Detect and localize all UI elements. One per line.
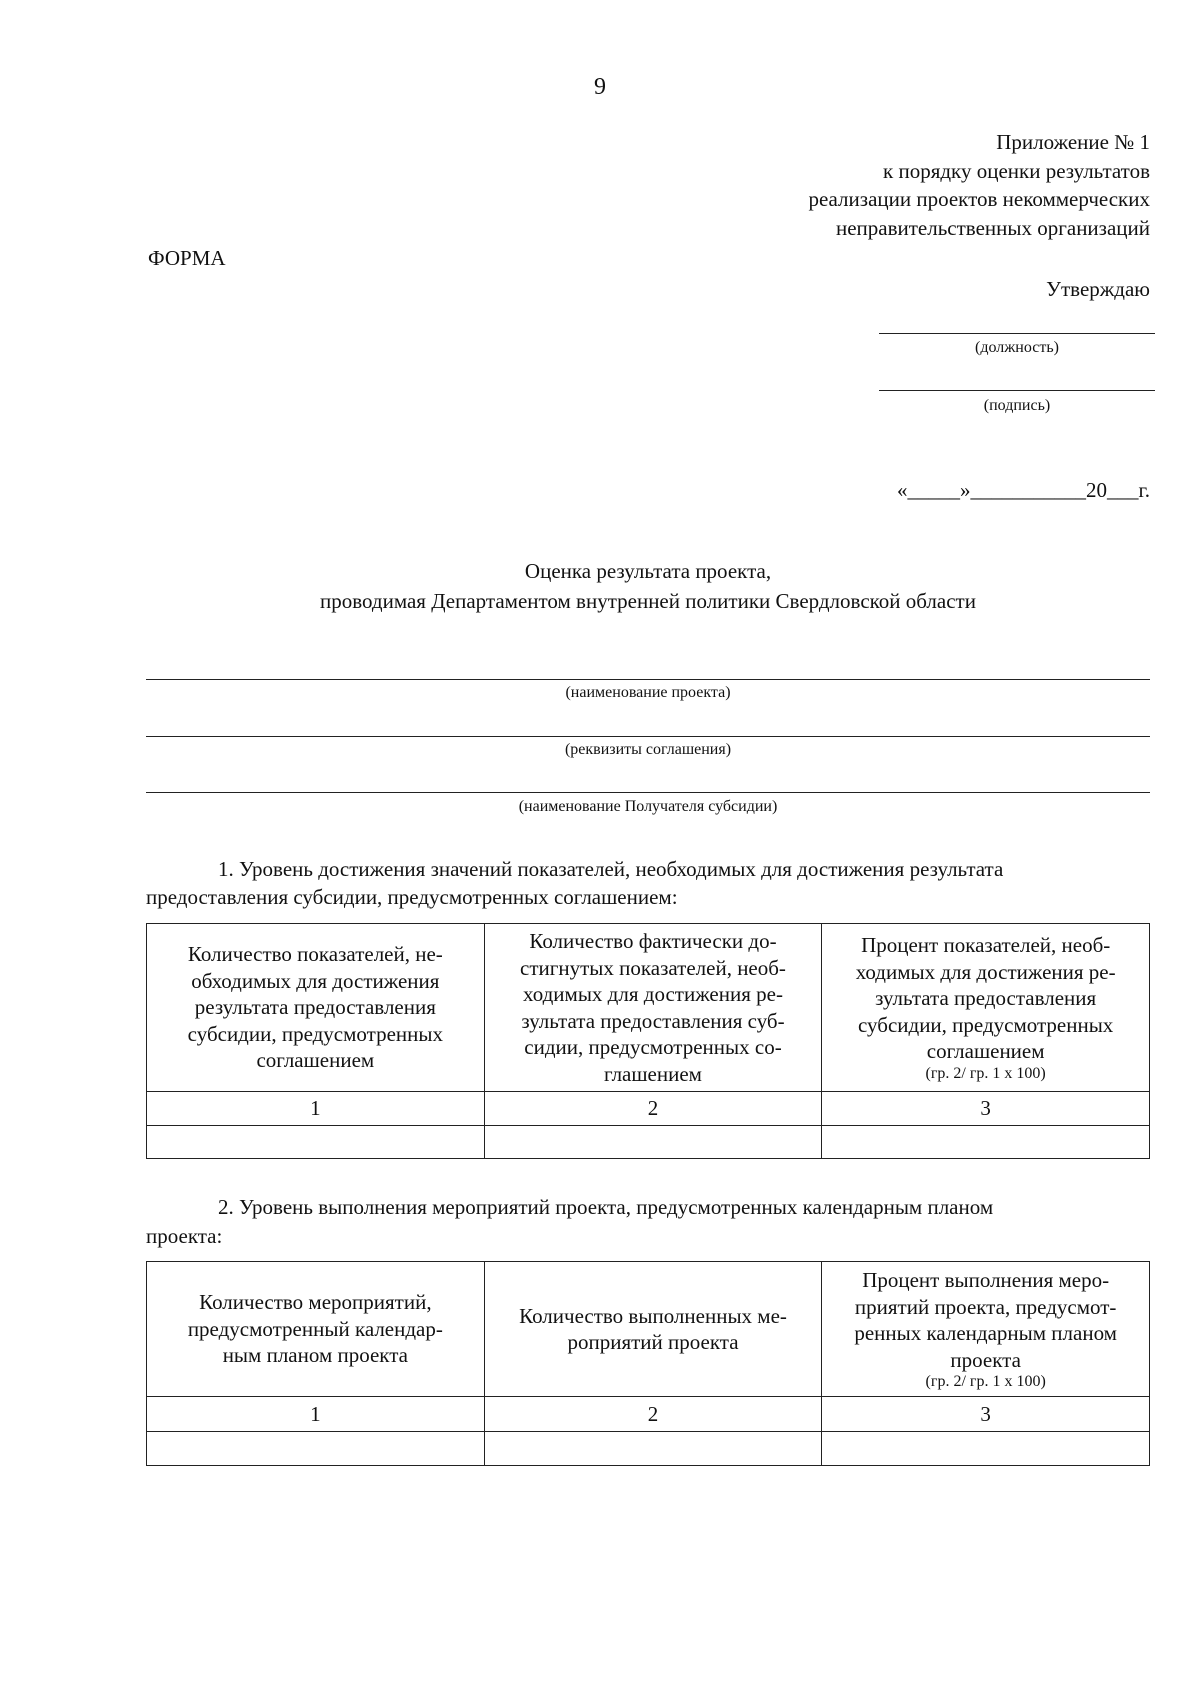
column-number: 1 xyxy=(147,1092,485,1126)
formula: (гр. 2/ гр. 1 х 100) xyxy=(925,1373,1046,1390)
recipient-line xyxy=(146,792,1150,793)
appendix-line: Приложение № 1 xyxy=(996,130,1150,154)
signature-line xyxy=(879,390,1155,391)
value-cell[interactable] xyxy=(484,1432,822,1466)
form-label: ФОРМА xyxy=(148,246,226,270)
value-cell[interactable] xyxy=(484,1126,822,1159)
indicators-table xyxy=(146,923,1150,1159)
events-table xyxy=(146,1261,1150,1466)
header-cell: Количество мероприятий, предусмотренный календар- ным планом проекта xyxy=(147,1262,485,1397)
section2-text: 2. Уровень выполнения мероприятий проекта, предусмотренных календарным планом xyxy=(218,1195,994,1219)
recipient-caption: (наименование Получателя субсидии) xyxy=(518,798,778,815)
agreement-caption: (реквизиты соглашения) xyxy=(564,741,732,758)
column-number: 2 xyxy=(484,1092,822,1126)
section1-text: предоставления субсидии, предусмотренных соглашением: xyxy=(146,885,678,909)
project-name-caption: (наименование проекта) xyxy=(565,684,731,701)
column-number: 3 xyxy=(822,1397,1150,1432)
approval-title: Утверждаю xyxy=(1046,277,1150,301)
value-cell[interactable] xyxy=(822,1432,1150,1466)
project-name-line xyxy=(146,679,1150,680)
header-cell: Количество выполненных ме- роприятий проекта xyxy=(484,1262,822,1397)
value-cell[interactable] xyxy=(147,1432,485,1466)
header-cell: Количество фактически до- стигнутых показателей, необ- ходимых для достижения ре- зультата предоставления суб- сидии, предусмотренных со- глашением xyxy=(484,924,822,1092)
header-cell: Процент выполнения меро- приятий проекта, предусмот- ренных календарным планом проекта (гр. 2/ гр. 1 х 100) xyxy=(822,1262,1150,1397)
page-number: 9 xyxy=(594,74,606,100)
appendix-line: реализации проектов некоммерческих xyxy=(808,187,1150,211)
column-number: 1 xyxy=(147,1397,485,1432)
header-cell: Процент показателей, необ- ходимых для достижения ре- зультата предоставления субсидии, предусмотренных соглашением (гр. 2/ гр. 1 х 100) xyxy=(822,924,1150,1092)
section1-text: 1. Уровень достижения значений показателей, необходимых для достижения результата xyxy=(218,857,1004,881)
signature-caption: (подпись) xyxy=(983,397,1051,414)
position-caption: (должность) xyxy=(975,339,1059,356)
formula: (гр. 2/ гр. 1 х 100) xyxy=(925,1064,1046,1082)
appendix-line: к порядку оценки результатов xyxy=(883,159,1150,183)
section2-text: проекта: xyxy=(146,1224,223,1248)
position-line xyxy=(879,333,1155,334)
date-field: «_____»___________20___г. xyxy=(897,478,1150,502)
value-cell[interactable] xyxy=(822,1126,1150,1159)
value-cell[interactable] xyxy=(147,1126,485,1159)
column-number: 2 xyxy=(484,1397,822,1432)
header-cell: Количество показателей, не- обходимых для достижения результата предоставления субсидии, предусмотренных соглашением xyxy=(147,924,485,1092)
title-line1: Оценка результата проекта, xyxy=(524,559,772,583)
title-line2: проводимая Департаментом внутренней политики Свердловской области xyxy=(320,589,976,613)
agreement-line xyxy=(146,736,1150,737)
appendix-line: неправительственных организаций xyxy=(835,216,1150,240)
column-number: 3 xyxy=(822,1092,1150,1126)
